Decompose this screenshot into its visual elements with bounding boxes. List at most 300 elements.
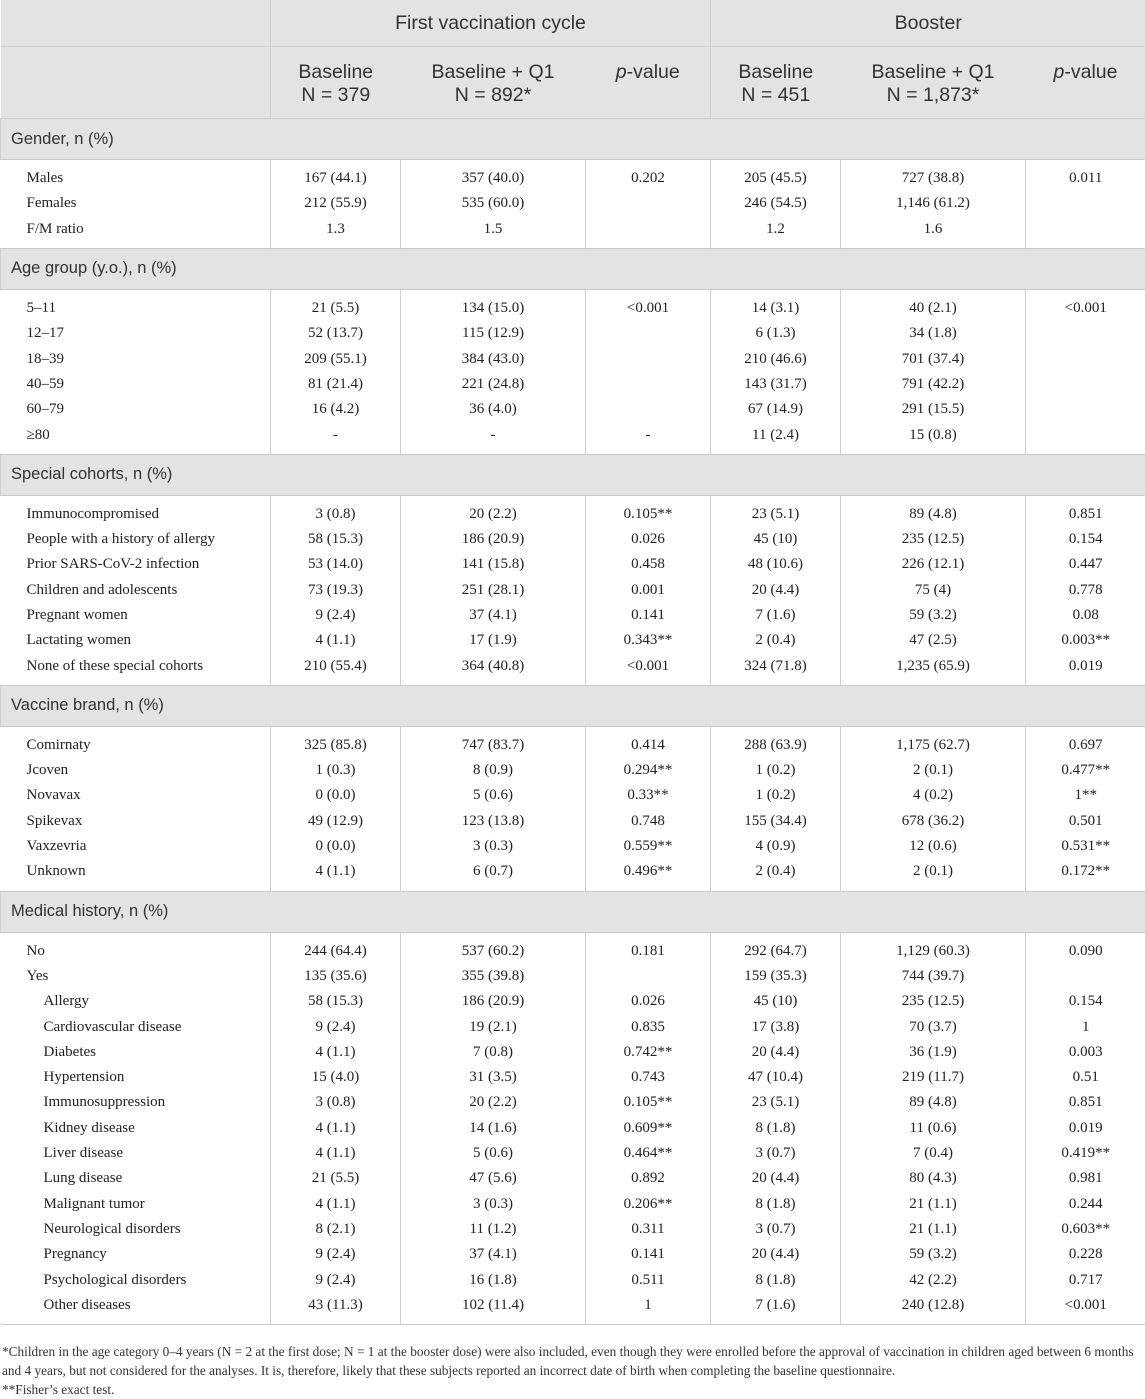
header-corner — [1, 0, 271, 47]
table-cell — [586, 372, 711, 397]
table-row — [1, 289, 1145, 321]
table-cell: 159 (35.3) — [711, 964, 841, 989]
table-row — [1, 346, 1145, 371]
table-cell: 20 (4.4) — [711, 578, 841, 603]
table-cell: 727 (38.8) — [841, 160, 1026, 192]
table-cell: 4 (1.1) — [271, 1192, 401, 1217]
table-cell — [1026, 191, 1145, 216]
table-cell: 0.33** — [586, 783, 711, 808]
header-baseline-booster — [711, 47, 841, 119]
table-row — [1, 422, 1145, 454]
table-cell: 0.172** — [1026, 859, 1145, 891]
table-cell — [1026, 422, 1145, 454]
header-p-rest: -value — [626, 61, 680, 83]
row-label: Pregnancy — [43, 1246, 107, 1263]
table-cell: 0 (0.0) — [271, 783, 401, 808]
header-pvalue-first — [586, 47, 711, 119]
row-label: Novavax — [26, 787, 81, 804]
table-cell: 89 (4.8) — [841, 495, 1026, 527]
table-cell: 0.603** — [1026, 1217, 1145, 1242]
table-cell: 235 (12.5) — [841, 989, 1026, 1014]
table-cell: 0.202 — [586, 160, 711, 192]
table-cell: 0.105** — [586, 495, 711, 527]
table-cell: 2 (0.1) — [841, 859, 1026, 891]
table-row — [1, 191, 1145, 216]
table-cell: 115 (12.9) — [401, 321, 586, 346]
table-cell: 70 (3.7) — [841, 1014, 1026, 1039]
row-label: Comirnaty — [26, 736, 91, 753]
table-cell: 14 (1.6) — [401, 1116, 586, 1141]
table-cell: - — [401, 422, 586, 454]
row-label: Hypertension — [43, 1069, 125, 1086]
table-cell: 744 (39.7) — [841, 964, 1026, 989]
row-label: Females — [26, 195, 77, 212]
table-cell: 0.181 — [586, 932, 711, 964]
table-cell: 0.464** — [586, 1141, 711, 1166]
table-cell: 43 (11.3) — [271, 1293, 401, 1325]
row-label: Psychological disorders — [43, 1271, 187, 1288]
table-cell: 1 (0.3) — [271, 758, 401, 783]
table-cell: 155 (34.4) — [711, 809, 841, 834]
table-cell: 8 (1.8) — [711, 1192, 841, 1217]
table-cell: 292 (64.7) — [711, 932, 841, 964]
table-cell: 678 (36.2) — [841, 809, 1026, 834]
table-cell: 0.154 — [1026, 527, 1145, 552]
header-p: p — [615, 61, 627, 83]
table-row — [1, 217, 1145, 249]
table-cell: 20 (4.4) — [711, 1242, 841, 1267]
table-cell: 0.778 — [1026, 578, 1145, 603]
table-cell: 0.559** — [586, 834, 711, 859]
table-row — [1, 653, 1145, 685]
table-row — [1, 552, 1145, 577]
table-cell: 12 (0.6) — [841, 834, 1026, 859]
table-cell: 16 (4.2) — [271, 397, 401, 422]
table-cell: 1,235 (65.9) — [841, 653, 1026, 685]
table-cell: 325 (85.8) — [271, 726, 401, 758]
table-cell: 0.154 — [1026, 989, 1145, 1014]
table-cell: 0.851 — [1026, 495, 1145, 527]
table-cell: 2 (0.4) — [711, 859, 841, 891]
table-cell: 226 (12.1) — [841, 552, 1026, 577]
header-p: p — [1053, 61, 1065, 83]
table-cell: 355 (39.8) — [401, 964, 586, 989]
table-cell — [586, 964, 711, 989]
table-cell: - — [271, 422, 401, 454]
table-row — [1, 1014, 1145, 1039]
table-cell: 1 — [586, 1293, 711, 1325]
table-cell: 0.609** — [586, 1116, 711, 1141]
table-row — [1, 1065, 1145, 1090]
header-pvalue-booster — [1026, 47, 1145, 119]
table-cell: 2 (0.4) — [711, 628, 841, 653]
table-cell: 0.003** — [1026, 628, 1145, 653]
table-cell: 6 (0.7) — [401, 859, 586, 891]
table-row — [1, 1090, 1145, 1115]
table-cell: 0.105** — [586, 1090, 711, 1115]
table-body — [1, 119, 1145, 1325]
section-header-row — [1, 454, 1145, 495]
table-cell: 1.6 — [841, 217, 1026, 249]
table-row — [1, 1242, 1145, 1267]
table-cell — [586, 191, 711, 216]
table-cell: 20 (4.4) — [711, 1166, 841, 1191]
table-cell: 0.51 — [1026, 1065, 1145, 1090]
table-cell: 4 (1.1) — [271, 1116, 401, 1141]
table-row — [1, 1192, 1145, 1217]
table-cell: 67 (14.9) — [711, 397, 841, 422]
table-cell: 4 (0.2) — [841, 783, 1026, 808]
footnotes — [0, 1334, 1145, 1399]
table-cell: 59 (3.2) — [841, 1242, 1026, 1267]
table-cell: 0.001 — [586, 578, 711, 603]
table-cell — [586, 397, 711, 422]
table-cell: 53 (14.0) — [271, 552, 401, 577]
section-title: Medical history, n (%) — [1, 891, 1145, 932]
table-row — [1, 1116, 1145, 1141]
row-label: Pregnant women — [26, 607, 128, 623]
table-row — [1, 859, 1145, 891]
table-cell: 5 (0.6) — [401, 1141, 586, 1166]
row-label: Unknown — [26, 863, 86, 880]
table-cell: 0.026 — [586, 527, 711, 552]
row-label: Vaxzevria — [26, 838, 87, 855]
row-label: Prior SARS-CoV-2 infection — [26, 556, 200, 573]
table-cell: 288 (63.9) — [711, 726, 841, 758]
table-cell: 15 (4.0) — [271, 1065, 401, 1090]
table-cell: 3 (0.3) — [401, 834, 586, 859]
table-cell: 210 (46.6) — [711, 346, 841, 371]
table-cell: 0.311 — [586, 1217, 711, 1242]
table-cell: 20 (4.4) — [711, 1040, 841, 1065]
table-row — [1, 1267, 1145, 1292]
table-cell: 34 (1.8) — [841, 321, 1026, 346]
table-cell: 0.419** — [1026, 1141, 1145, 1166]
table-row — [1, 783, 1145, 808]
table-cell: 52 (13.7) — [271, 321, 401, 346]
table-cell: 324 (71.8) — [711, 653, 841, 685]
table-cell: 58 (15.3) — [271, 527, 401, 552]
table-cell: 244 (64.4) — [271, 932, 401, 964]
row-label: Immunocompromised — [26, 505, 159, 522]
table-cell: 21 (1.1) — [841, 1217, 1026, 1242]
table-row — [1, 1040, 1145, 1065]
row-label: Males — [26, 170, 64, 187]
table-cell: 0.019 — [1026, 653, 1145, 685]
table-cell: 8 (1.8) — [711, 1116, 841, 1141]
table-cell: 0.003 — [1026, 1040, 1145, 1065]
table-cell: 747 (83.7) — [401, 726, 586, 758]
table-cell: 143 (31.7) — [711, 372, 841, 397]
table-cell: 1,175 (62.7) — [841, 726, 1026, 758]
table-cell: 364 (40.8) — [401, 653, 586, 685]
table-row — [1, 160, 1145, 192]
table-cell: 701 (37.4) — [841, 346, 1026, 371]
table-row — [1, 809, 1145, 834]
table-cell: 0.717 — [1026, 1267, 1145, 1292]
table-cell: 48 (10.6) — [711, 552, 841, 577]
table-cell: 3 (0.7) — [711, 1141, 841, 1166]
header-label: Baseline + Q1 — [871, 61, 995, 83]
header-group-row — [1, 0, 1145, 47]
table-cell: 0.742** — [586, 1040, 711, 1065]
table-cell — [1026, 397, 1145, 422]
table-cell: 251 (28.1) — [401, 578, 586, 603]
row-label: Immunosuppression — [43, 1094, 166, 1111]
table-cell: 1 (0.2) — [711, 783, 841, 808]
table-cell: 0.206** — [586, 1192, 711, 1217]
table-cell: 47 (2.5) — [841, 628, 1026, 653]
table-cell: 0.141 — [586, 1242, 711, 1267]
table-cell: 21 (1.1) — [841, 1192, 1026, 1217]
table-cell: 58 (15.3) — [271, 989, 401, 1014]
table-cell: 11 (1.2) — [401, 1217, 586, 1242]
row-label: Spikevax — [26, 812, 83, 829]
table-row — [1, 578, 1145, 603]
header-baseline-first — [271, 47, 401, 119]
table-row — [1, 321, 1145, 346]
table-cell: 9 (2.4) — [271, 603, 401, 628]
table-cell: 1.2 — [711, 217, 841, 249]
table-cell: 209 (55.1) — [271, 346, 401, 371]
table-cell: 14 (3.1) — [711, 289, 841, 321]
table-cell: 0.228 — [1026, 1242, 1145, 1267]
table-cell: 23 (5.1) — [711, 1090, 841, 1115]
table-cell: 0.697 — [1026, 726, 1145, 758]
table-cell: 37 (4.1) — [401, 1242, 586, 1267]
section-header-row — [1, 119, 1145, 160]
table-cell: 4 (1.1) — [271, 859, 401, 891]
table-cell: 81 (21.4) — [271, 372, 401, 397]
table-cell: 3 (0.7) — [711, 1217, 841, 1242]
table-row — [1, 964, 1145, 989]
table-cell: 186 (20.9) — [401, 989, 586, 1014]
header-p-rest: -value — [1064, 61, 1118, 83]
table-cell: 4 (0.9) — [711, 834, 841, 859]
section-title: Age group (y.o.), n (%) — [1, 248, 1145, 289]
table-cell — [1026, 321, 1145, 346]
table-cell: 0.026 — [586, 989, 711, 1014]
table-cell — [586, 321, 711, 346]
table-row — [1, 1293, 1145, 1325]
table-cell: 240 (12.8) — [841, 1293, 1026, 1325]
table-row — [1, 527, 1145, 552]
table-cell: 0.496** — [586, 859, 711, 891]
row-label: F/M ratio — [26, 220, 84, 237]
table-cell: 15 (0.8) — [841, 422, 1026, 454]
table-cell: 19 (2.1) — [401, 1014, 586, 1039]
table-cell: 1 — [1026, 1014, 1145, 1039]
table-cell: 1.5 — [401, 217, 586, 249]
table-cell: 0.835 — [586, 1014, 711, 1039]
table-cell: 8 (2.1) — [271, 1217, 401, 1242]
table-cell: <0.001 — [586, 289, 711, 321]
table-cell: 0.743 — [586, 1065, 711, 1090]
row-label: Jcoven — [26, 762, 69, 779]
table-cell: 17 (1.9) — [401, 628, 586, 653]
table-cell: 537 (60.2) — [401, 932, 586, 964]
table-cell: 357 (40.0) — [401, 160, 586, 192]
table-cell: 0.244 — [1026, 1192, 1145, 1217]
table-row — [1, 1141, 1145, 1166]
table-row — [1, 603, 1145, 628]
table-cell: 235 (12.5) — [841, 527, 1026, 552]
table-cell: 80 (4.3) — [841, 1166, 1026, 1191]
table-row — [1, 495, 1145, 527]
table-cell: 186 (20.9) — [401, 527, 586, 552]
table-cell: 212 (55.9) — [271, 191, 401, 216]
header-n: N = 1,873* — [886, 84, 980, 106]
header-baseline-q1-first — [401, 47, 586, 119]
table-cell: 5 (0.6) — [401, 783, 586, 808]
table-cell: 0.477** — [1026, 758, 1145, 783]
row-label: Lactating women — [26, 632, 132, 649]
table-cell: 135 (35.6) — [271, 964, 401, 989]
table-cell: 31 (3.5) — [401, 1065, 586, 1090]
row-label: No — [26, 942, 45, 959]
header-baseline-q1-booster — [841, 47, 1026, 119]
table-cell: 167 (44.1) — [271, 160, 401, 192]
row-label: Diabetes — [43, 1043, 96, 1060]
table-cell: 11 (2.4) — [711, 422, 841, 454]
row-label: Other diseases — [1, 1293, 271, 1325]
table-cell — [1026, 964, 1145, 989]
footnote-age: *Children in the age category 0–4 years (N = 2 at the first dose; N = 1 at the booster dose) were also included, even though they were enrolled before the approval of vaccination in children aged between 6 months and 4 years, but not considered for the analyses. It is, therefore, likely that these subjects reported an incorrect date of birth when completing the baseline questionnaire. — [2, 1344, 1134, 1378]
table-cell: 21 (5.5) — [271, 1166, 401, 1191]
table-cell: 17 (3.8) — [711, 1014, 841, 1039]
table-cell: 1,129 (60.3) — [841, 932, 1026, 964]
table-cell: 535 (60.0) — [401, 191, 586, 216]
table-cell: 3 (0.8) — [271, 495, 401, 527]
table-cell: 0.141 — [586, 603, 711, 628]
table-cell: 7 (1.6) — [711, 603, 841, 628]
table-cell: 8 (1.8) — [711, 1267, 841, 1292]
table-cell: 1,146 (61.2) — [841, 191, 1026, 216]
table-row — [1, 628, 1145, 653]
table-cell: 205 (45.5) — [711, 160, 841, 192]
table-cell: <0.001 — [586, 653, 711, 685]
table-cell: 0.447 — [1026, 552, 1145, 577]
table-cell: 123 (13.8) — [401, 809, 586, 834]
header-label: Baseline — [738, 61, 814, 83]
table-cell: 0.294** — [586, 758, 711, 783]
table-cell: 7 (0.8) — [401, 1040, 586, 1065]
table-cell: 141 (15.8) — [401, 552, 586, 577]
table-cell — [1026, 346, 1145, 371]
table-cell: 40 (2.1) — [841, 289, 1026, 321]
section-header-row — [1, 891, 1145, 932]
table-cell: 45 (10) — [711, 527, 841, 552]
table-cell: 0.851 — [1026, 1090, 1145, 1115]
table-cell: 1 (0.2) — [711, 758, 841, 783]
table-cell: 4 (1.1) — [271, 628, 401, 653]
row-label: Children and adolescents — [26, 581, 178, 598]
table-row — [1, 834, 1145, 859]
row-label: 18–39 — [26, 350, 64, 367]
table-cell: 384 (43.0) — [401, 346, 586, 371]
table-cell: 20 (2.2) — [401, 495, 586, 527]
table-cell — [1026, 217, 1145, 249]
table-cell: 3 (0.8) — [271, 1090, 401, 1115]
table-cell — [586, 217, 711, 249]
table-cell: 0.748 — [586, 809, 711, 834]
table-cell: 0.011 — [1026, 160, 1145, 192]
table-cell: 36 (1.9) — [841, 1040, 1026, 1065]
table-cell: 6 (1.3) — [711, 321, 841, 346]
table-cell: 1** — [1026, 783, 1145, 808]
table-cell: 21 (5.5) — [271, 289, 401, 321]
table-cell: 0.343** — [586, 628, 711, 653]
header-n: N = 379 — [301, 84, 371, 106]
table-cell: 9 (2.4) — [271, 1267, 401, 1292]
table-cell: 1.3 — [271, 217, 401, 249]
section-title: Gender, n (%) — [1, 119, 1145, 160]
table-cell: 49 (12.9) — [271, 809, 401, 834]
row-label: 12–17 — [26, 325, 64, 342]
section-title: Special cohorts, n (%) — [1, 454, 1145, 495]
table-cell: 59 (3.2) — [841, 603, 1026, 628]
row-label: Lung disease — [43, 1170, 123, 1187]
header-sub-row — [1, 47, 1145, 119]
row-label: Cardiovascular disease — [43, 1018, 182, 1035]
table-cell: 291 (15.5) — [841, 397, 1026, 422]
table-cell: 4 (1.1) — [271, 1141, 401, 1166]
table-row — [1, 726, 1145, 758]
row-label: Kidney disease — [43, 1119, 135, 1136]
table-row — [1, 397, 1145, 422]
table-row — [1, 1217, 1145, 1242]
table-cell: 0.090 — [1026, 932, 1145, 964]
section-header-row — [1, 685, 1145, 726]
table-cell: 246 (54.5) — [711, 191, 841, 216]
table-cell: 45 (10) — [711, 989, 841, 1014]
row-label: 60–79 — [26, 401, 64, 418]
table-row — [1, 758, 1145, 783]
table-cell: 73 (19.3) — [271, 578, 401, 603]
table-cell: 9 (2.4) — [271, 1014, 401, 1039]
table-cell: 2 (0.1) — [841, 758, 1026, 783]
table-cell: 37 (4.1) — [401, 603, 586, 628]
table-cell: - — [586, 422, 711, 454]
header-booster: Booster — [711, 0, 1145, 47]
table-row — [1, 372, 1145, 397]
table-cell: 221 (24.8) — [401, 372, 586, 397]
table-cell: 4 (1.1) — [271, 1040, 401, 1065]
row-label: Allergy — [43, 993, 90, 1010]
table-cell: 47 (10.4) — [711, 1065, 841, 1090]
table-cell — [1026, 372, 1145, 397]
header-label: Baseline — [298, 61, 374, 83]
section-header-row — [1, 248, 1145, 289]
table-cell: 0.892 — [586, 1166, 711, 1191]
table-cell: 0.531** — [1026, 834, 1145, 859]
section-title: Vaccine brand, n (%) — [1, 685, 1145, 726]
table-cell: 36 (4.0) — [401, 397, 586, 422]
row-label: 40–59 — [26, 375, 64, 392]
row-label: Neurological disorders — [43, 1220, 181, 1237]
table-cell: 7 (0.4) — [841, 1141, 1026, 1166]
table-cell: 134 (15.0) — [401, 289, 586, 321]
row-label: Yes — [26, 967, 49, 984]
table-cell: 219 (11.7) — [841, 1065, 1026, 1090]
table-cell: 0.511 — [586, 1267, 711, 1292]
table-cell: 0.019 — [1026, 1116, 1145, 1141]
header-n: N = 892* — [454, 84, 532, 106]
table-cell: 0.501 — [1026, 809, 1145, 834]
row-label: 5–11 — [26, 300, 56, 317]
table-header — [1, 0, 1145, 119]
table-cell: 8 (0.9) — [401, 758, 586, 783]
